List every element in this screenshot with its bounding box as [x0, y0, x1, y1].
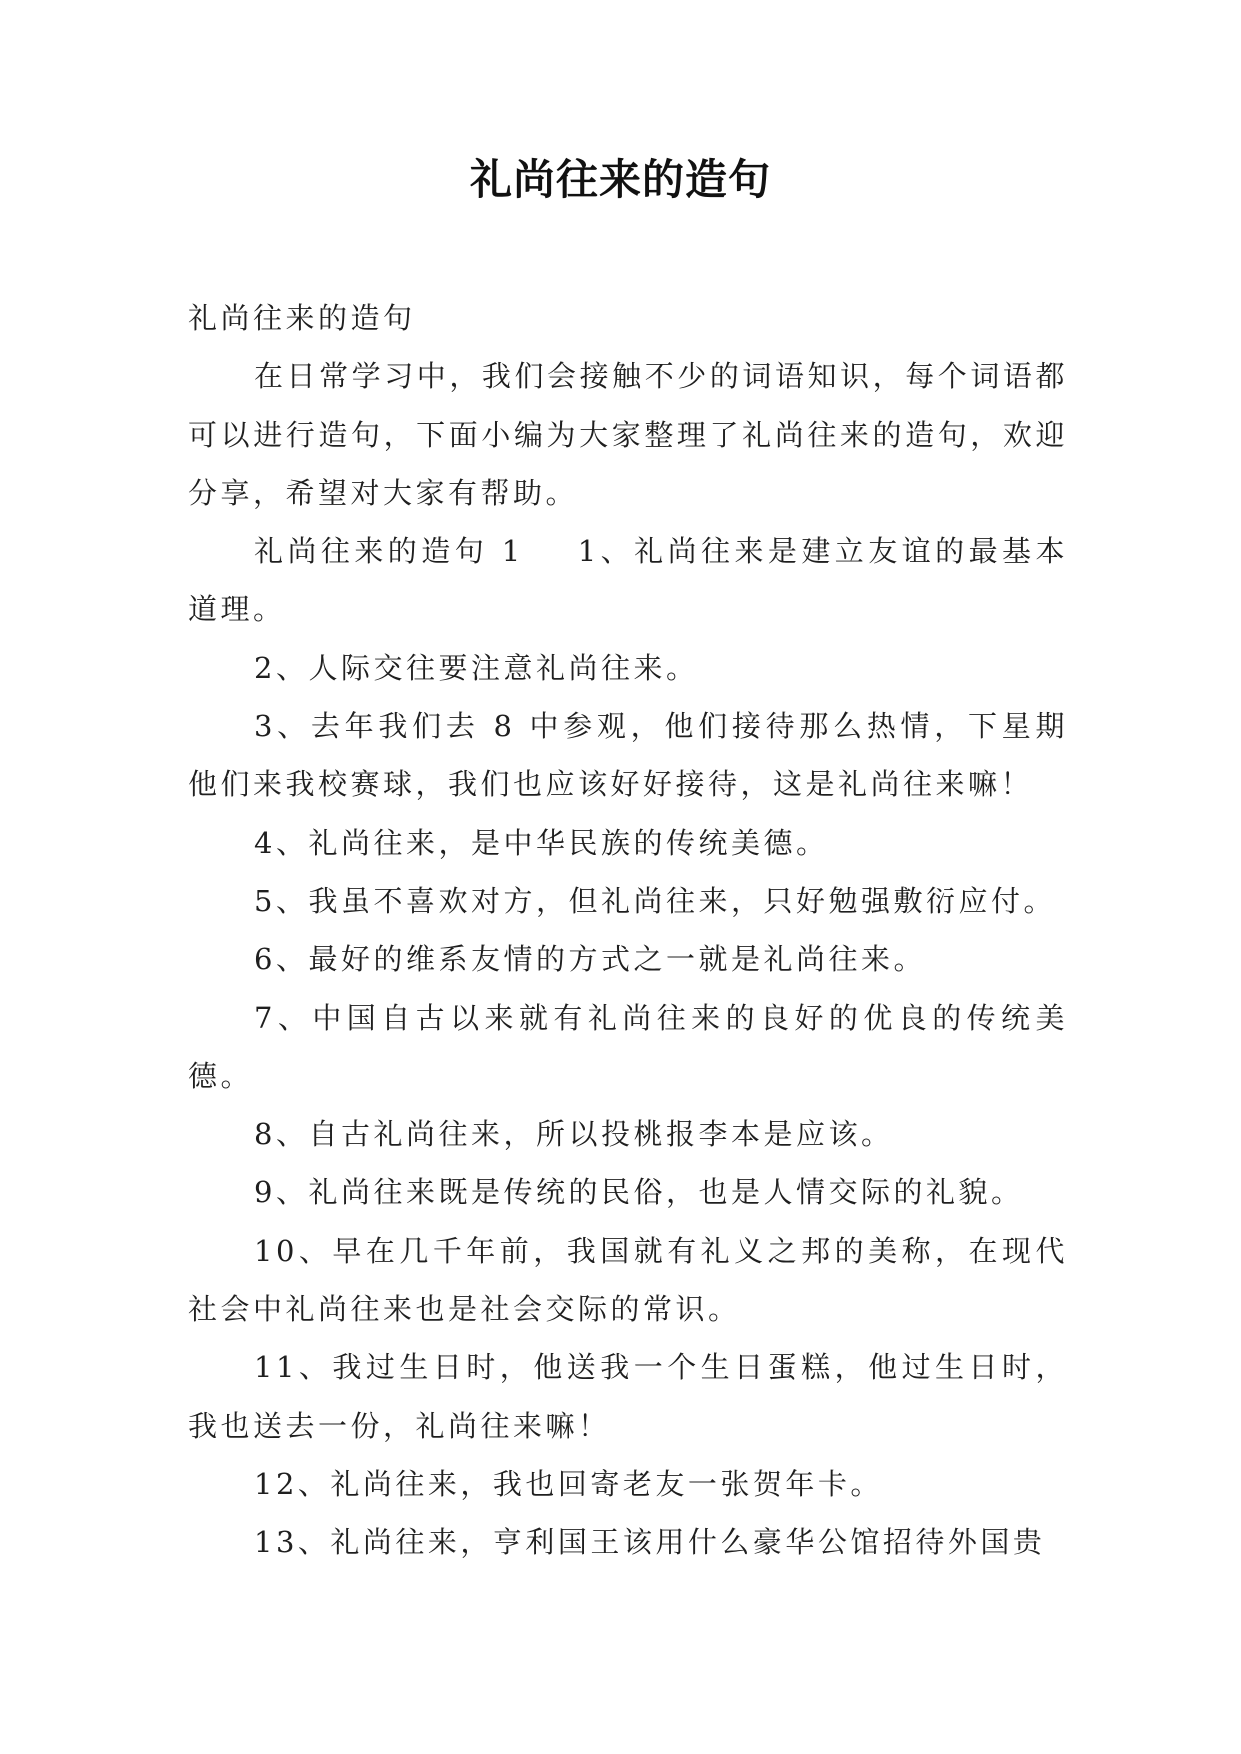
sentence-11: 11、我过生日时，他送我一个生日蛋糕，他过生日时，我也送去一份，礼尚往来嘛！ — [188, 1350, 1068, 1443]
sentence-7: 7、中国自古以来就有礼尚往来的良好的优良的传统美德。 — [188, 1000, 1068, 1093]
sentence-1: 1、礼尚往来是建立友谊的最基本道理。 — [188, 534, 1069, 627]
sentence-8: 8、自古礼尚往来，所以投桃报李本是应该。 — [254, 1117, 894, 1152]
sentence-3: 3、去年我们去 8 中参观，他们接待那么热情，下星期他们来我校赛球，我们也应该好好接待，这是礼尚往来嘛！ — [188, 709, 1068, 802]
sentence-13: 13、礼尚往来，亨利国王该用什么豪华公馆招待外国贵 — [254, 1525, 1046, 1560]
sentence-1-paragraph — [188, 522, 1068, 639]
intro-paragraph: 在日常学习中，我们会接触不少的词语知识，每个词语都可以进行造句，下面小编为大家整理了礼尚往来的造句，欢迎分享，希望对大家有帮助。 — [188, 359, 1068, 510]
sentence-6: 6、最好的维系友情的方式之一就是礼尚往来。 — [254, 942, 926, 977]
document-subtitle: 礼尚往来的造句 — [188, 301, 416, 335]
sentence-12: 12、礼尚往来，我也回寄老友一张贺年卡。 — [254, 1466, 883, 1501]
document-body — [188, 289, 1068, 1572]
sentence-10: 10、早在几千年前，我国就有礼义之邦的美称，在现代社会中礼尚往来也是社会交际的常识。 — [188, 1233, 1068, 1327]
sentence-2: 2、人际交往要注意礼尚往来。 — [254, 650, 699, 685]
document-title: 礼尚往来的造句 — [469, 155, 771, 204]
sentence-4: 4、礼尚往来，是中华民族的传统美德。 — [254, 825, 829, 860]
sentence-5: 5、我虽不喜欢对方，但礼尚往来，只好勉强敷衍应付。 — [254, 883, 1056, 918]
sentence-9: 9、礼尚往来既是传统的民俗，也是人情交际的礼貌。 — [254, 1175, 1024, 1210]
section-heading: 礼尚往来的造句 1 — [254, 534, 524, 569]
